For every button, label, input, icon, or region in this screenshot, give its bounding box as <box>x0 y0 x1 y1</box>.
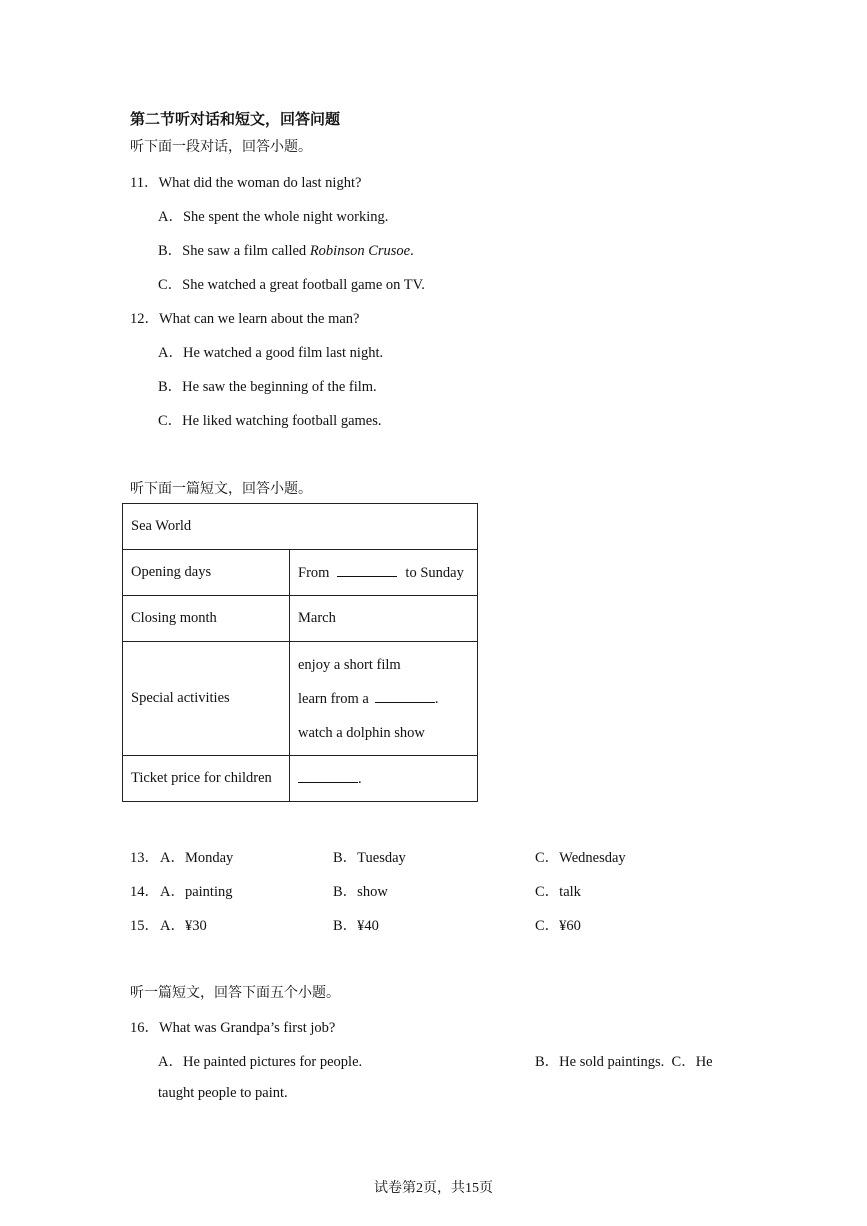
question-12-option-c[interactable]: C．He liked watching football games. <box>158 413 382 429</box>
activity-blank[interactable] <box>375 690 435 703</box>
sea-world-table <box>122 503 478 802</box>
instruction-dialogue: 听下面一段对话，回答小题。 <box>130 140 312 155</box>
special-activities-label: Special activities <box>123 642 290 756</box>
option-b-end: . <box>410 243 414 259</box>
question-16-option-b-c[interactable]: B．He sold paintings. C．He <box>535 1054 713 1070</box>
from-text: From <box>298 564 330 581</box>
question-11-option-b[interactable] <box>158 239 414 260</box>
question-11-stem: 11．What did the woman do last night? <box>130 175 362 191</box>
question-12-stem: 12．What can we learn about the man? <box>130 311 360 327</box>
learn-text: learn from a <box>298 690 369 707</box>
question-14-number: 14． <box>130 884 159 900</box>
question-14-option-a[interactable]: A．painting <box>160 884 233 900</box>
instruction-passage: 听下面一篇短文，回答小题。 <box>130 482 312 497</box>
question-12-option-b[interactable]: B．He saw the beginning of the film. <box>158 379 377 395</box>
opening-day-blank[interactable] <box>337 564 397 577</box>
activity-learn <box>298 682 469 716</box>
table-title: Sea World <box>123 504 478 550</box>
question-11-option-c[interactable]: C．She watched a great football game on TV. <box>158 277 425 293</box>
question-15-option-c[interactable]: C．¥60 <box>535 918 581 934</box>
question-13-option-a[interactable]: A．Monday <box>160 850 234 866</box>
question-16-option-a[interactable]: A．He painted pictures for people. <box>158 1054 363 1070</box>
section-title: 第二节听对话和短文，回答问题 <box>130 112 341 128</box>
learn-end: . <box>434 690 439 707</box>
activity-film: enjoy a short film <box>298 656 401 673</box>
closing-month-value: March <box>290 596 478 642</box>
special-activities-value <box>290 642 478 756</box>
ticket-price-blank[interactable] <box>298 770 358 783</box>
question-14-option-c[interactable]: C．talk <box>535 884 581 900</box>
question-14-option-b[interactable]: B．show <box>333 884 388 900</box>
closing-month-label: Closing month <box>123 596 290 642</box>
question-13-option-c[interactable]: C．Wednesday <box>535 850 626 866</box>
question-12-option-a[interactable]: A．He watched a good film last night. <box>158 345 384 361</box>
question-15-number: 15． <box>130 918 159 934</box>
ticket-price-label: Ticket price for children <box>123 756 290 802</box>
activity-dolphin: watch a dolphin show <box>298 724 425 741</box>
instruction-five-questions: 听一篇短文，回答下面五个小题。 <box>130 986 340 1001</box>
question-15-option-b[interactable]: B．¥40 <box>333 918 379 934</box>
question-11-option-a[interactable]: A．She spent the whole night working. <box>158 209 389 225</box>
question-15-option-a[interactable]: A．¥30 <box>160 918 207 934</box>
ticket-price-value <box>290 756 478 802</box>
film-title: Robinson Crusoe <box>309 243 411 259</box>
question-13-option-b[interactable]: B．Tuesday <box>333 850 406 866</box>
question-16-stem: 16．What was Grandpa’s first job? <box>130 1020 336 1036</box>
page-footer: 试卷第2页，共15页 <box>374 1181 493 1196</box>
option-b-text: B．She saw a film called <box>158 243 310 259</box>
opening-days-label: Opening days <box>123 550 290 596</box>
question-16-option-c-continued: taught people to paint. <box>158 1085 288 1101</box>
opening-days-value <box>290 550 478 596</box>
to-sunday-text: to Sunday <box>405 564 464 581</box>
question-13-number: 13． <box>130 850 159 866</box>
ticket-end: . <box>358 770 362 787</box>
